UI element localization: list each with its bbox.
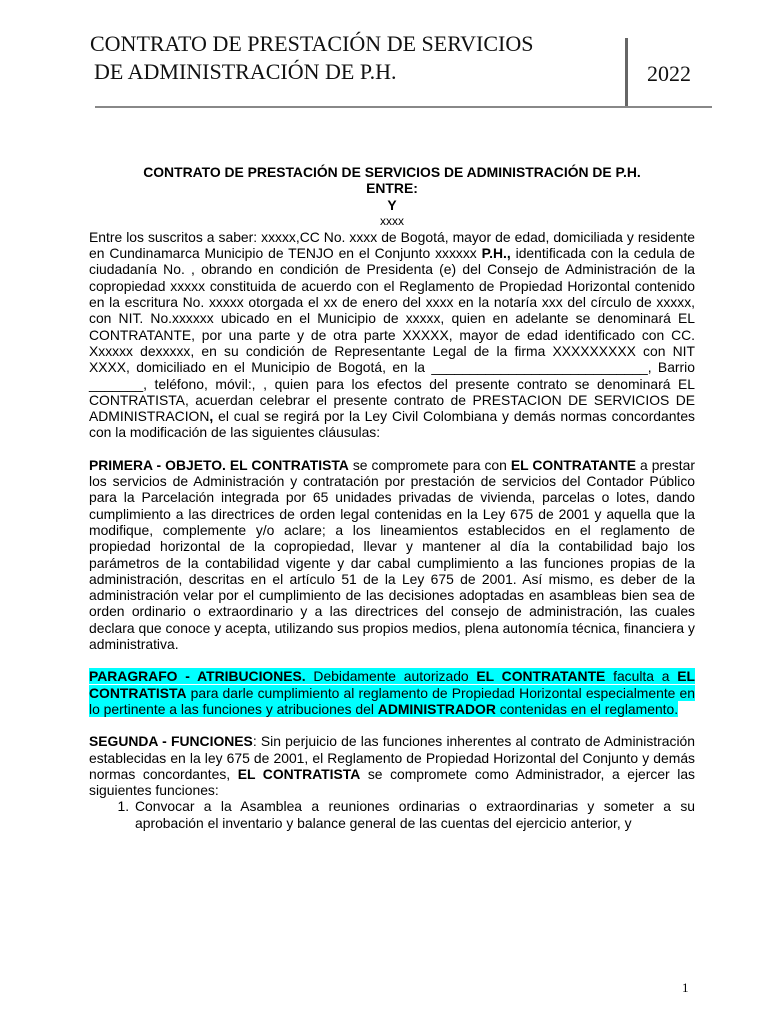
intro-bold-ph: P.H., xyxy=(481,245,511,262)
paragrafo-bold-contratante: EL CONTRATANTE xyxy=(476,668,606,685)
clause-primera xyxy=(89,457,695,653)
paragrafo-highlight xyxy=(89,668,695,717)
paragrafo-text-1: Debidamente autorizado xyxy=(305,668,477,685)
party-placeholder: xxxx xyxy=(380,213,404,228)
segunda-heading: SEGUNDA - FUNCIONES xyxy=(89,733,253,750)
header-title xyxy=(90,30,533,86)
paragrafo-text-3: para darle cumplimiento al reglamento de Propiedad Horizontal especialmente en lo pertinente a las funciones y atribuciones del xyxy=(89,684,695,717)
document-title: CONTRATO DE PRESTACIÓN DE SERVICIOS DE ADMINISTRACIÓN DE P.H. xyxy=(143,164,641,180)
paragrafo-text-4: contenidas en el reglamento. xyxy=(495,700,679,717)
primera-bold-contratante: EL CONTRATANTE xyxy=(510,456,637,473)
document-body xyxy=(89,164,695,831)
paragrafo-text-2: faculta a xyxy=(605,668,678,685)
segunda-text-1: : Sin perjuicio de las funciones inherentes al contrato de Administración establecidas en la ley 675 de 2001, el Reglamento de Propiedad Horizontal del Conjunto y demás normas concordantes, xyxy=(89,733,695,782)
clause-segunda xyxy=(89,733,695,798)
header-title-line-1: CONTRATO DE PRESTACIÓN DE SERVICIOS xyxy=(90,31,534,56)
header-year: 2022 xyxy=(647,61,691,86)
intro-text-3: el cual se regirá por la Ley Civil Colombiana y demás normas concordantes con la modificación de las siguientes cláusulas: xyxy=(89,408,695,441)
primera-text-2: a prestar los servicios de Administración y contratación por prestación de servicios del Contador Público para la Parcelación integrada por 65 unidades privadas de vivienda, parcelas o lotes, dando cumplimiento a las directrices de orden legal contenidas en la Ley 675 de 2001 y aquella que la modifique, complemente y/o aclare; a los lineamientos establecidos en el reglamento de propiedad horizontal de la copropiedad, llevar y mantener al día la contabilidad bajo los parámetros de la contabilidad vigente y dar cabal cumplimiento a las funciones propias de la administración, descritas en el artículo 51 de la Ley 675 de 2001. Así mismo, es deber de la administración velar por el cumplimiento de las decisiones adoptadas en asambleas bien sea de orden ordinario o extraordinario y a las directrices del consejo de administración, las cuales declara que conoce y acepta, utilizando sus propios medios, plena autonomía técnica, financiera y administrativa. xyxy=(89,456,695,653)
segunda-text-2: se compromete como Administrador, a ejercer las siguientes funciones: xyxy=(89,765,696,799)
header-title-line-2: DE ADMINISTRACIÓN DE P.H. xyxy=(94,59,397,84)
page-number: 1 xyxy=(682,980,689,995)
intro-text-2: identificada con la cedula de ciudadanía No. , obrando en condición de Presidenta (e) del Consejo de Administración de la copropiedad xxxxx constituida de acuerdo con el Reglamento de Propiedad Horizontal contenido en la escritura No. xxxxx otorgada el xx de enero del xxxx en la notaría xxx del círculo de xxxxx, con NIT. No.xxxxxx ubicado en el Municipio de xxxxx, quien en adelante se denominará EL CONTRATANTE, por una parte y de otra parte XXXXX, mayor de edad identificado con CC. Xxxxxx dexxxxx, en su condición de Representante Legal de la firma XXXXXXXXX con NIT XXXX, domiciliado en el Municipio de Bogotá, en la ____________________________, Barrio _______, teléfono, móvil:, , quien para los efectos del presente contrato se denominará EL CONTRATISTA, acuerdan celebrar el presente contrato de PRESTACION DE SERVICIOS DE ADMINISTRACION xyxy=(89,245,695,425)
intro-text-1: Entre los suscritos a saber: xxxxx,CC No. xxxx de Bogotá, mayor de edad, domiciliada y residente en Cundinamarca Municipio de TENJO en el Conjunto xxxxxx xyxy=(89,228,695,262)
functions-list xyxy=(89,798,695,831)
clause-paragrafo xyxy=(89,668,695,717)
header-horizontal-rule xyxy=(95,106,712,108)
intro-bold-comma: , xyxy=(209,408,214,425)
list-item: 1. Convocar a la Asamblea a reuniones ordinarias o extraordinarias y someter a su aprobación el inventario y balance general de las cuentas del ejercicio anterior, y xyxy=(133,798,695,831)
primera-text-1: se compromete para con xyxy=(348,456,511,473)
intro-paragraph xyxy=(89,229,695,441)
paragrafo-heading: PARAGRAFO - ATRIBUCIONES. xyxy=(89,668,306,685)
segunda-bold-contratista: EL CONTRATISTA xyxy=(237,765,361,782)
paragrafo-bold-contratista: EL CONTRATISTA xyxy=(89,668,695,701)
entre-label: ENTRE: xyxy=(366,180,418,197)
header-vertical-divider xyxy=(625,38,628,106)
y-label: Y xyxy=(387,196,397,213)
primera-heading: PRIMERA - OBJETO. EL CONTRATISTA xyxy=(89,456,349,473)
paragrafo-bold-administrador: ADMINISTRADOR xyxy=(377,700,496,717)
